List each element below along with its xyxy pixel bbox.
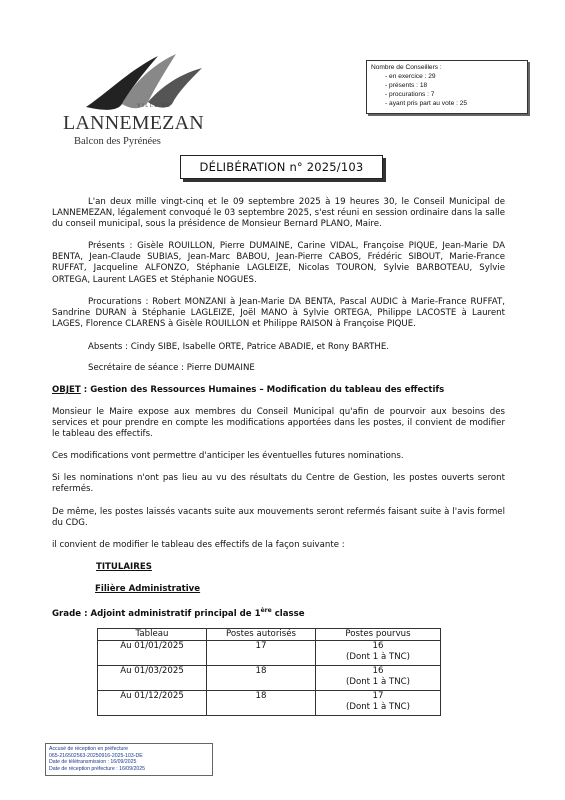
accuse-line-1: Accusé de réception en préfecture bbox=[49, 746, 129, 752]
cell-pourvus-value: 17 bbox=[372, 691, 384, 701]
vacants-paragraph: De même, les postes laissés vacants suite aux mouvements seront refermés faisant suite à l'avis formel du CDG. bbox=[52, 507, 505, 529]
conseillers-procurations: - procurations : 7 bbox=[385, 91, 435, 98]
cell-pourvus-note: (Dont 1 à TNC) bbox=[345, 651, 410, 662]
nominations-paragraph: Si les nominations n'ont pas lieu au vu des résultats du Centre de Gestion, les postes ouverts seront refermés. bbox=[52, 473, 505, 495]
secretaire-line: Secrétaire de séance : Pierre DUMAINE bbox=[88, 363, 255, 373]
grade-sup: ère bbox=[260, 607, 272, 614]
cell-pourvus bbox=[316, 666, 441, 691]
logo-swoosh-icon bbox=[78, 52, 208, 112]
table-row bbox=[98, 691, 441, 716]
conseillers-heading: Nombre de Conseillers : bbox=[371, 64, 442, 71]
table-header-tableau: Tableau bbox=[98, 629, 207, 641]
table-header-pourvus: Postes pourvus bbox=[316, 629, 441, 641]
table-row bbox=[98, 666, 441, 691]
objet-text: : Gestion des Ressources Humaines – Modification du tableau des effectifs bbox=[80, 385, 445, 395]
cell-tableau: Au 01/03/2025 bbox=[98, 666, 207, 691]
cell-pourvus bbox=[316, 641, 441, 666]
modification-intro: il convient de modifier le tableau des effectifs de la façon suivante : bbox=[52, 540, 345, 550]
conseillers-box bbox=[366, 60, 528, 114]
expose-paragraph: Monsieur le Maire expose aux membres du Conseil Municipal qu'afin de pourvoir aux besoins des services et pour prendre en compte les modifications apportées dans les postes, il convient de modifier le tableau des effectifs. bbox=[52, 407, 505, 440]
conseillers-vote: - ayant pris part au vote : 25 bbox=[385, 100, 468, 107]
objet-line bbox=[52, 385, 505, 396]
cell-pourvus-note: (Dont 1 à TNC) bbox=[345, 701, 410, 712]
cell-pourvus-value: 16 bbox=[372, 641, 384, 651]
grade-prefix: Grade : Adjoint administratif principal de 1 bbox=[52, 608, 261, 619]
effectifs-table bbox=[97, 628, 441, 716]
presents-paragraph: Présents : Gisèle ROUILLON, Pierre DUMAINE, Carine VIDAL, Françoise PIQUE, Jean-Marie DA BENTA, Jean-Claude SUBIAS, Jean-Marc BABOU, Jean-Pierre CABOS, Frédéric SIBOUT, Marie-France RUFFAT, Jacqueline ALFONZO, Stéphanie LAGLEIZE, Nicolas TOURON, Sylvie BARBOTEAU, Sylvie ORTEGA, Laurent LAGES et Stéphanie NOGUES. bbox=[52, 241, 505, 285]
grade-line bbox=[52, 605, 505, 620]
procurations-paragraph: Procurations : Robert MONZANI à Jean-Marie DA BENTA, Pascal AUDIC à Marie-France RUFFAT, Sandrine DURAN à Stéphanie LAGLEIZE, Joël MANO à Sylvie ORTEGA, Philippe LACOSTE à Laurent LAGES, Florence CLARENS à Gisèle ROUILLON et Philippe RAISON à Françoise PIQUE. bbox=[52, 297, 505, 330]
cell-autorises: 18 bbox=[207, 666, 316, 691]
table-header-row bbox=[98, 629, 441, 641]
cell-autorises: 18 bbox=[207, 691, 316, 716]
titulaires-heading: TITULAIRES bbox=[96, 562, 152, 572]
filiere-heading: Filière Administrative bbox=[95, 584, 201, 594]
table-header-autorises: Postes autorisés bbox=[207, 629, 316, 641]
deliberation-title: DÉLIBÉRATION n° 2025/103 bbox=[180, 155, 383, 179]
intro-paragraph: L'an deux mille vingt-cinq et le 09 septembre 2025 à 19 heures 30, le Conseil Municipal de LANNEMEZAN, légalement convoqué le 03 septembre 2025, s'est réuni en session ordinaire dans la salle du conseil municipal, sous la présidence de Monsieur Bernard PLANO, Maire. bbox=[52, 197, 505, 230]
accuse-line-3: Date de télétransmission : 16/09/2025 bbox=[49, 759, 137, 766]
cell-tableau: Au 01/01/2025 bbox=[98, 641, 207, 666]
logo-tagline: Balcon des Pyrénées bbox=[74, 136, 161, 147]
cell-pourvus bbox=[316, 691, 441, 716]
accuse-line-2: 065-216502563-20250916-2025-103-DE bbox=[49, 752, 143, 759]
cell-tableau: Au 01/12/2025 bbox=[98, 691, 207, 716]
cell-pourvus-note: (Dont 1 à TNC) bbox=[345, 676, 410, 687]
grade-suffix: classe bbox=[271, 608, 305, 619]
conseillers-exercice: - en exercice : 29 bbox=[385, 73, 436, 80]
logo-city-name: LANNEMEZAN bbox=[63, 112, 204, 134]
cell-autorises: 17 bbox=[207, 641, 316, 666]
logo-ville-text: VILLE DE bbox=[137, 104, 172, 109]
conseillers-presents: - présents : 18 bbox=[385, 82, 428, 89]
table-row bbox=[98, 641, 441, 666]
accuse-reception-stamp bbox=[45, 743, 213, 776]
anticipation-paragraph: Ces modifications vont permettre d'anticiper les éventuelles futures nominations. bbox=[52, 451, 404, 461]
absents-line: Absents : Cindy SIBE, Isabelle ORTE, Patrice ABADIE, et Rony BARTHE. bbox=[88, 342, 389, 352]
city-logo bbox=[40, 52, 210, 162]
accuse-line-4: Date de réception préfecture : 16/09/2025 bbox=[49, 765, 146, 772]
objet-label: OBJET bbox=[52, 385, 81, 395]
cell-pourvus-value: 16 bbox=[372, 666, 384, 676]
